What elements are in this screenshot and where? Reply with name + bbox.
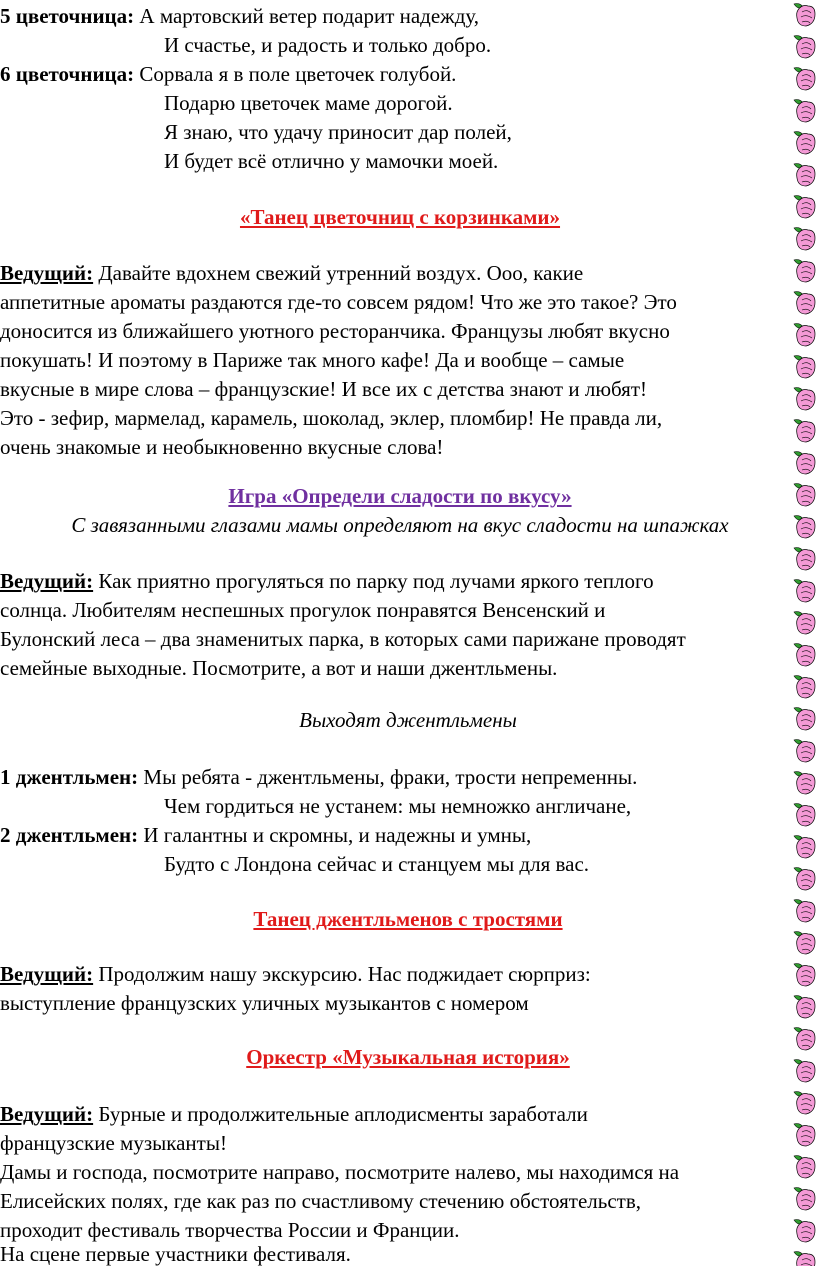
rose-icon: [794, 1252, 815, 1267]
stanza-line: [0, 821, 531, 850]
paragraph-line: аппетитные ароматы раздаются где-то совсем рядом! Что же это такое? Это: [0, 290, 677, 314]
verse-text: А мартовский ветер подарит надежду,: [139, 4, 480, 28]
rose-icon: [794, 996, 815, 1019]
rose-icon: [794, 740, 815, 763]
rose-icon: [794, 228, 815, 251]
paragraph-text: Бурные и продолжительные аплодисменты заработали: [98, 1102, 588, 1126]
speaker-label: 2 джентльмен:: [0, 823, 139, 847]
speaker-label: Ведущий:: [0, 261, 94, 285]
rose-icon: [794, 292, 815, 315]
rose-icon: [794, 1092, 815, 1115]
verse-line: Я знаю, что удачу приносит дар полей,: [164, 120, 512, 144]
paragraph-line: [0, 567, 654, 596]
rose-icon: [794, 1124, 815, 1147]
section-heading: Оркестр «Музыкальная история»: [246, 1045, 570, 1069]
rose-icon: [794, 932, 815, 955]
rose-icon: [794, 548, 815, 571]
section-heading: Танец джентльменов с тростями: [253, 907, 563, 931]
rose-icon: [794, 132, 815, 155]
paragraph-line: Булонский леса – два знаменитых парка, в которых сами парижане проводят: [0, 627, 686, 651]
rose-icon: [794, 420, 815, 443]
paragraph-line: выступление французских уличных музыкантов с номером: [0, 991, 529, 1015]
rose-icon: [794, 388, 815, 411]
paragraph-text: Давайте вдохнем свежий утренний воздух. Ооо, какие: [98, 261, 584, 285]
verse-text: И галантны и скромны, и надежны и умны,: [143, 823, 532, 847]
paragraph-line: солнца. Любителям неспешных прогулок понравятся Венсенский и: [0, 598, 606, 622]
verse-line: И будет всё отлично у мамочки моей.: [164, 149, 499, 173]
verse-line: Подарю цветочек маме дорогой.: [164, 91, 453, 115]
stage-direction: Выходят джентльмены: [299, 708, 517, 732]
rose-icon: [794, 900, 815, 923]
rose-icon: [794, 676, 815, 699]
verse-line: И счастье, и радость и только добро.: [164, 33, 492, 57]
paragraph-line: [0, 259, 583, 288]
speaker-label: Ведущий:: [0, 962, 94, 986]
rose-border: [792, 0, 816, 1266]
stanza-line: [0, 60, 456, 89]
paragraph-text: Продолжим нашу экскурсию. Нас поджидает сюрприз:: [98, 962, 591, 986]
paragraph-line: На сцене первые участники фестиваля.: [0, 1242, 351, 1266]
rose-icon: [794, 452, 815, 475]
paragraph-line: покушать! И поэтому в Париже так много кафе! Да и вообще – самые: [0, 348, 625, 372]
stanza-line: [0, 2, 479, 31]
rose-icon: [794, 1220, 815, 1243]
rose-icon: [794, 1028, 815, 1051]
rose-icon: [794, 4, 815, 27]
paragraph-line: [0, 1100, 588, 1129]
speaker-label: 1 джентльмен:: [0, 765, 139, 789]
rose-icon: [794, 324, 815, 347]
paragraph-line: семейные выходные. Посмотрите, а вот и наши джентльмены.: [0, 656, 558, 680]
rose-icon: [794, 772, 815, 795]
rose-icon: [794, 68, 815, 91]
paragraph-line: Елисейских полях, где как раз по счастливому стечению обстоятельств,: [0, 1189, 641, 1213]
paragraph-text: Как приятно прогуляться по парку под лучами яркого теплого: [98, 569, 654, 593]
speaker-label: Ведущий:: [0, 569, 94, 593]
rose-icon: [794, 1060, 815, 1083]
speaker-label: 6 цветочница:: [0, 62, 135, 86]
paragraph-line: Это - зефир, мармелад, карамель, шоколад, эклер, пломбир! Не правда ли,: [0, 406, 663, 430]
rose-icon: [794, 964, 815, 987]
section-heading: «Танец цветочниц с корзинками»: [239, 205, 561, 229]
rose-icon: [794, 260, 815, 283]
speaker-label: 5 цветочница:: [0, 4, 135, 28]
paragraph-line: Дамы и господа, посмотрите направо, посмотрите налево, мы находимся на: [0, 1160, 680, 1184]
rose-icon: [794, 36, 815, 59]
verse-line: Будто с Лондона сейчас и станцуем мы для вас.: [164, 852, 590, 876]
rose-icon: [794, 196, 815, 219]
rose-icon: [794, 580, 815, 603]
stanza-line: [0, 763, 637, 792]
rose-icon: [794, 868, 815, 891]
verse-text: Сорвала я в поле цветочек голубой.: [139, 62, 457, 86]
rose-icon: [794, 708, 815, 731]
rose-icon: [794, 516, 815, 539]
stage-direction: С завязанными глазами мамы определяют на вкус сладости на шпажках: [71, 513, 729, 537]
rose-icon: [794, 804, 815, 827]
rose-icon: [794, 164, 815, 187]
rose-icon: [794, 356, 815, 379]
verse-text: Мы ребята - джентльмены, фраки, трости непременны.: [143, 765, 638, 789]
paragraph-line: проходит фестиваль творчества России и Франции.: [0, 1218, 460, 1242]
rose-icon: [794, 1156, 815, 1179]
section-heading: Игра «Определи сладости по вкусу»: [228, 484, 572, 508]
paragraph-line: [0, 960, 591, 989]
rose-icon: [794, 836, 815, 859]
rose-icon: [794, 1188, 815, 1211]
speaker-label: Ведущий:: [0, 1102, 94, 1126]
rose-icon: [794, 644, 815, 667]
rose-icon: [794, 100, 815, 123]
paragraph-line: очень знакомые и необыкновенно вкусные слова!: [0, 435, 444, 459]
paragraph-line: французские музыканты!: [0, 1131, 227, 1155]
paragraph-line: доносится из ближайшего уютного ресторанчика. Французы любят вкусно: [0, 319, 670, 343]
rose-icon: [794, 484, 815, 507]
paragraph-line: вкусные в мире слова – французские! И все их с детства знают и любят!: [0, 377, 648, 401]
verse-line: Чем гордиться не устанем: мы немножко англичане,: [164, 794, 632, 818]
rose-icon: [794, 612, 815, 635]
